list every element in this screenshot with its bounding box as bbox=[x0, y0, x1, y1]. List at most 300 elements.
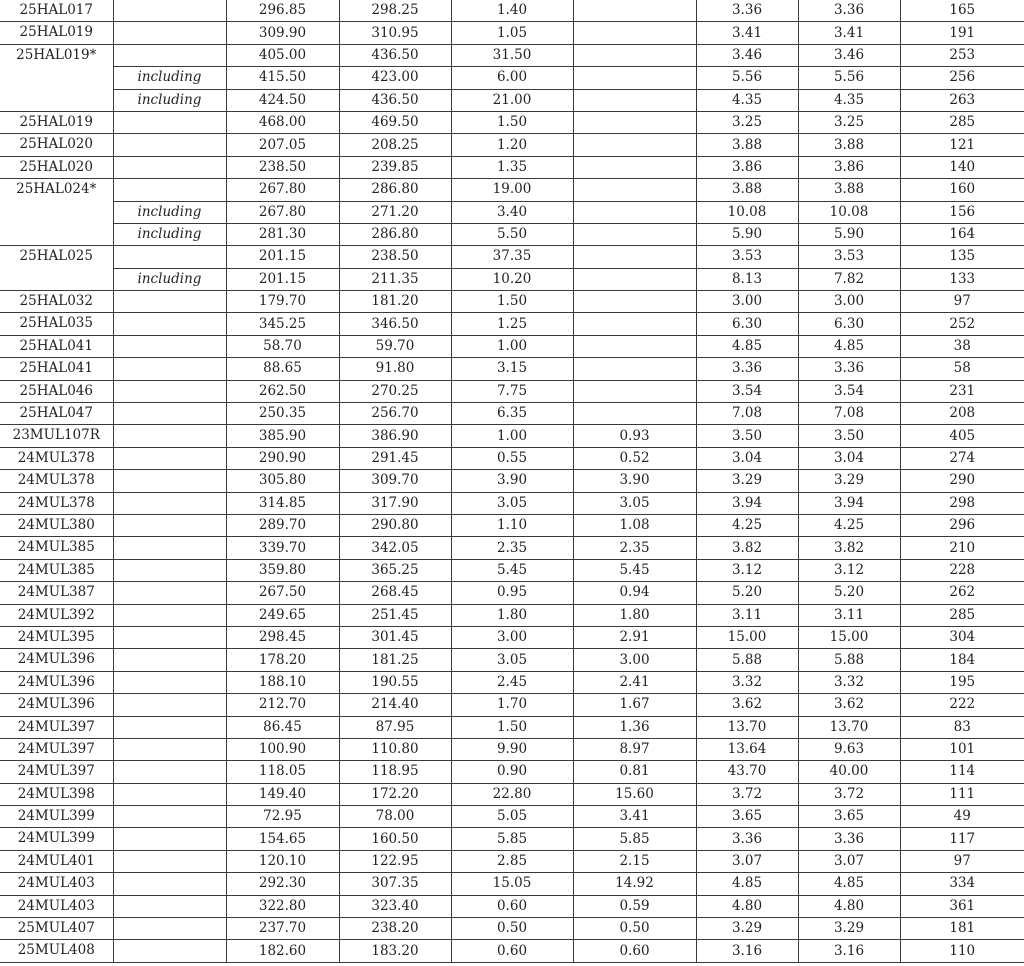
note-cell: including bbox=[113, 223, 226, 245]
grade-cut-cell: 4.35 bbox=[798, 89, 900, 111]
interval-cell: 5.85 bbox=[451, 828, 573, 850]
depth-cell: 164 bbox=[900, 223, 1024, 245]
true-width-cell: 14.92 bbox=[573, 873, 696, 895]
grade-uncut-cell: 4.85 bbox=[696, 873, 798, 895]
true-width-cell bbox=[573, 134, 696, 156]
to-cell: 87.95 bbox=[339, 716, 451, 738]
hole-id-cell: 25MUL407 bbox=[0, 918, 113, 940]
interval-cell: 1.50 bbox=[451, 111, 573, 133]
table-row bbox=[0, 626, 1024, 648]
from-cell: 88.65 bbox=[226, 358, 339, 380]
grade-cut-cell: 3.65 bbox=[798, 806, 900, 828]
depth-cell: 361 bbox=[900, 895, 1024, 917]
interval-cell: 1.50 bbox=[451, 716, 573, 738]
depth-cell: 231 bbox=[900, 380, 1024, 402]
grade-uncut-cell: 3.11 bbox=[696, 604, 798, 626]
depth-cell: 135 bbox=[900, 246, 1024, 268]
true-width-cell: 15.60 bbox=[573, 783, 696, 805]
note-cell bbox=[113, 44, 226, 66]
grade-uncut-cell: 4.85 bbox=[696, 335, 798, 357]
depth-cell: 97 bbox=[900, 291, 1024, 313]
to-cell: 342.05 bbox=[339, 537, 451, 559]
grade-cut-cell: 40.00 bbox=[798, 761, 900, 783]
grade-cut-cell: 3.32 bbox=[798, 671, 900, 693]
note-cell bbox=[113, 940, 226, 962]
table-row bbox=[0, 223, 1024, 245]
true-width-cell bbox=[573, 223, 696, 245]
interval-cell: 0.95 bbox=[451, 582, 573, 604]
from-cell: 290.90 bbox=[226, 447, 339, 469]
from-cell: 424.50 bbox=[226, 89, 339, 111]
grade-uncut-cell: 43.70 bbox=[696, 761, 798, 783]
depth-cell: 140 bbox=[900, 156, 1024, 178]
grade-cut-cell: 13.70 bbox=[798, 716, 900, 738]
true-width-cell: 0.50 bbox=[573, 918, 696, 940]
from-cell: 250.35 bbox=[226, 403, 339, 425]
from-cell: 281.30 bbox=[226, 223, 339, 245]
table-row bbox=[0, 738, 1024, 760]
from-cell: 201.15 bbox=[226, 268, 339, 290]
table-row bbox=[0, 537, 1024, 559]
interval-cell: 31.50 bbox=[451, 44, 573, 66]
grade-cut-cell: 3.00 bbox=[798, 291, 900, 313]
to-cell: 214.40 bbox=[339, 694, 451, 716]
true-width-cell bbox=[573, 335, 696, 357]
interval-cell: 3.90 bbox=[451, 470, 573, 492]
table-row bbox=[0, 514, 1024, 536]
hole-id-cell: 24MUL387 bbox=[0, 582, 113, 604]
depth-cell: 263 bbox=[900, 89, 1024, 111]
interval-cell: 0.50 bbox=[451, 918, 573, 940]
note-cell: including bbox=[113, 201, 226, 223]
true-width-cell bbox=[573, 111, 696, 133]
interval-cell: 1.80 bbox=[451, 604, 573, 626]
interval-cell: 1.70 bbox=[451, 694, 573, 716]
table-row bbox=[0, 380, 1024, 402]
depth-cell: 184 bbox=[900, 649, 1024, 671]
grade-uncut-cell: 3.53 bbox=[696, 246, 798, 268]
note-cell: including bbox=[113, 67, 226, 89]
from-cell: 405.00 bbox=[226, 44, 339, 66]
note-cell bbox=[113, 828, 226, 850]
true-width-cell bbox=[573, 313, 696, 335]
note-cell bbox=[113, 179, 226, 201]
grade-uncut-cell: 3.82 bbox=[696, 537, 798, 559]
hole-id-cell: 24MUL378 bbox=[0, 447, 113, 469]
to-cell: 346.50 bbox=[339, 313, 451, 335]
table-row bbox=[0, 895, 1024, 917]
table-row bbox=[0, 716, 1024, 738]
from-cell: 298.45 bbox=[226, 626, 339, 648]
true-width-cell: 2.35 bbox=[573, 537, 696, 559]
grade-uncut-cell: 3.29 bbox=[696, 918, 798, 940]
true-width-cell bbox=[573, 156, 696, 178]
hole-id-cell: 24MUL397 bbox=[0, 738, 113, 760]
grade-uncut-cell: 3.46 bbox=[696, 44, 798, 66]
grade-cut-cell: 4.85 bbox=[798, 873, 900, 895]
hole-id-cell: 25HAL020 bbox=[0, 156, 113, 178]
interval-cell: 0.60 bbox=[451, 895, 573, 917]
grade-uncut-cell: 13.70 bbox=[696, 716, 798, 738]
depth-cell: 252 bbox=[900, 313, 1024, 335]
to-cell: 469.50 bbox=[339, 111, 451, 133]
grade-uncut-cell: 3.86 bbox=[696, 156, 798, 178]
grade-cut-cell: 3.46 bbox=[798, 44, 900, 66]
table-row bbox=[0, 582, 1024, 604]
true-width-cell: 1.36 bbox=[573, 716, 696, 738]
interval-cell: 7.75 bbox=[451, 380, 573, 402]
from-cell: 58.70 bbox=[226, 335, 339, 357]
true-width-cell: 3.90 bbox=[573, 470, 696, 492]
from-cell: 149.40 bbox=[226, 783, 339, 805]
from-cell: 100.90 bbox=[226, 738, 339, 760]
grade-cut-cell: 5.90 bbox=[798, 223, 900, 245]
true-width-cell bbox=[573, 246, 696, 268]
table-row bbox=[0, 806, 1024, 828]
to-cell: 238.50 bbox=[339, 246, 451, 268]
true-width-cell: 2.15 bbox=[573, 850, 696, 872]
grade-cut-cell: 3.50 bbox=[798, 425, 900, 447]
depth-cell: 253 bbox=[900, 44, 1024, 66]
grade-uncut-cell: 6.30 bbox=[696, 313, 798, 335]
depth-cell: 274 bbox=[900, 447, 1024, 469]
note-cell bbox=[113, 761, 226, 783]
grade-cut-cell: 3.36 bbox=[798, 828, 900, 850]
table-row bbox=[0, 0, 1024, 22]
depth-cell: 117 bbox=[900, 828, 1024, 850]
to-cell: 211.35 bbox=[339, 268, 451, 290]
interval-cell: 5.50 bbox=[451, 223, 573, 245]
grade-cut-cell: 5.20 bbox=[798, 582, 900, 604]
hole-id-cell: 25HAL041 bbox=[0, 358, 113, 380]
depth-cell: 181 bbox=[900, 918, 1024, 940]
grade-uncut-cell: 4.80 bbox=[696, 895, 798, 917]
true-width-cell: 3.05 bbox=[573, 492, 696, 514]
grade-cut-cell: 3.25 bbox=[798, 111, 900, 133]
to-cell: 365.25 bbox=[339, 559, 451, 581]
from-cell: 120.10 bbox=[226, 850, 339, 872]
to-cell: 317.90 bbox=[339, 492, 451, 514]
grade-uncut-cell: 3.07 bbox=[696, 850, 798, 872]
table-row bbox=[0, 22, 1024, 44]
note-cell bbox=[113, 291, 226, 313]
grade-cut-cell: 3.94 bbox=[798, 492, 900, 514]
grade-uncut-cell: 3.16 bbox=[696, 940, 798, 962]
grade-cut-cell: 10.08 bbox=[798, 201, 900, 223]
hole-id-cell: 25HAL035 bbox=[0, 313, 113, 335]
from-cell: 314.85 bbox=[226, 492, 339, 514]
grade-uncut-cell: 3.54 bbox=[696, 380, 798, 402]
to-cell: 91.80 bbox=[339, 358, 451, 380]
grade-cut-cell: 3.07 bbox=[798, 850, 900, 872]
hole-id-cell: 25HAL019 bbox=[0, 22, 113, 44]
from-cell: 262.50 bbox=[226, 380, 339, 402]
note-cell bbox=[113, 134, 226, 156]
hole-id-cell: 24MUL398 bbox=[0, 783, 113, 805]
depth-cell: 195 bbox=[900, 671, 1024, 693]
hole-id-cell: 24MUL399 bbox=[0, 828, 113, 850]
interval-cell: 0.90 bbox=[451, 761, 573, 783]
grade-uncut-cell: 8.13 bbox=[696, 268, 798, 290]
interval-cell: 19.00 bbox=[451, 179, 573, 201]
grade-uncut-cell: 3.65 bbox=[696, 806, 798, 828]
true-width-cell bbox=[573, 89, 696, 111]
table-row bbox=[0, 291, 1024, 313]
grade-uncut-cell: 4.35 bbox=[696, 89, 798, 111]
grade-cut-cell: 3.88 bbox=[798, 179, 900, 201]
table-row bbox=[0, 918, 1024, 940]
grade-uncut-cell: 3.88 bbox=[696, 179, 798, 201]
to-cell: 436.50 bbox=[339, 44, 451, 66]
from-cell: 207.05 bbox=[226, 134, 339, 156]
note-cell bbox=[113, 626, 226, 648]
table-row bbox=[0, 268, 1024, 290]
to-cell: 307.35 bbox=[339, 873, 451, 895]
grade-cut-cell: 7.82 bbox=[798, 268, 900, 290]
true-width-cell: 3.41 bbox=[573, 806, 696, 828]
depth-cell: 156 bbox=[900, 201, 1024, 223]
from-cell: 267.50 bbox=[226, 582, 339, 604]
depth-cell: 405 bbox=[900, 425, 1024, 447]
note-cell bbox=[113, 649, 226, 671]
true-width-cell: 5.85 bbox=[573, 828, 696, 850]
table-row bbox=[0, 179, 1024, 201]
interval-cell: 1.00 bbox=[451, 425, 573, 447]
depth-cell: 290 bbox=[900, 470, 1024, 492]
table-row bbox=[0, 694, 1024, 716]
note-cell bbox=[113, 783, 226, 805]
interval-cell: 15.05 bbox=[451, 873, 573, 895]
grade-uncut-cell: 13.64 bbox=[696, 738, 798, 760]
depth-cell: 285 bbox=[900, 604, 1024, 626]
interval-cell: 3.00 bbox=[451, 626, 573, 648]
interval-cell: 22.80 bbox=[451, 783, 573, 805]
interval-cell: 10.20 bbox=[451, 268, 573, 290]
to-cell: 323.40 bbox=[339, 895, 451, 917]
grade-cut-cell: 15.00 bbox=[798, 626, 900, 648]
interval-cell: 9.90 bbox=[451, 738, 573, 760]
true-width-cell: 0.60 bbox=[573, 940, 696, 962]
interval-cell: 1.05 bbox=[451, 22, 573, 44]
note-cell bbox=[113, 447, 226, 469]
interval-cell: 6.35 bbox=[451, 403, 573, 425]
grade-uncut-cell: 3.88 bbox=[696, 134, 798, 156]
to-cell: 268.45 bbox=[339, 582, 451, 604]
grade-cut-cell: 4.80 bbox=[798, 895, 900, 917]
grade-uncut-cell: 3.04 bbox=[696, 447, 798, 469]
hole-id-cell: 24MUL396 bbox=[0, 671, 113, 693]
note-cell bbox=[113, 514, 226, 536]
depth-cell: 110 bbox=[900, 940, 1024, 962]
table-row bbox=[0, 111, 1024, 133]
table-row bbox=[0, 335, 1024, 357]
depth-cell: 298 bbox=[900, 492, 1024, 514]
to-cell: 110.80 bbox=[339, 738, 451, 760]
depth-cell: 111 bbox=[900, 783, 1024, 805]
grade-uncut-cell: 4.25 bbox=[696, 514, 798, 536]
depth-cell: 101 bbox=[900, 738, 1024, 760]
depth-cell: 296 bbox=[900, 514, 1024, 536]
to-cell: 251.45 bbox=[339, 604, 451, 626]
note-cell bbox=[113, 873, 226, 895]
interval-cell: 2.45 bbox=[451, 671, 573, 693]
note-cell bbox=[113, 850, 226, 872]
grade-cut-cell: 6.30 bbox=[798, 313, 900, 335]
depth-cell: 256 bbox=[900, 67, 1024, 89]
hole-id-cell: 25HAL017 bbox=[0, 0, 113, 22]
grade-cut-cell: 3.36 bbox=[798, 358, 900, 380]
grade-cut-cell: 3.53 bbox=[798, 246, 900, 268]
grade-cut-cell: 5.88 bbox=[798, 649, 900, 671]
grade-uncut-cell: 3.62 bbox=[696, 694, 798, 716]
from-cell: 249.65 bbox=[226, 604, 339, 626]
to-cell: 181.20 bbox=[339, 291, 451, 313]
to-cell: 181.25 bbox=[339, 649, 451, 671]
true-width-cell: 2.41 bbox=[573, 671, 696, 693]
to-cell: 286.80 bbox=[339, 223, 451, 245]
depth-cell: 121 bbox=[900, 134, 1024, 156]
depth-cell: 228 bbox=[900, 559, 1024, 581]
hole-id-cell: 25HAL020 bbox=[0, 134, 113, 156]
grade-uncut-cell: 5.88 bbox=[696, 649, 798, 671]
grade-uncut-cell: 7.08 bbox=[696, 403, 798, 425]
to-cell: 309.70 bbox=[339, 470, 451, 492]
grade-uncut-cell: 3.94 bbox=[696, 492, 798, 514]
from-cell: 267.80 bbox=[226, 201, 339, 223]
to-cell: 122.95 bbox=[339, 850, 451, 872]
true-width-cell: 0.81 bbox=[573, 761, 696, 783]
table-row bbox=[0, 403, 1024, 425]
grade-cut-cell: 3.12 bbox=[798, 559, 900, 581]
grade-uncut-cell: 3.00 bbox=[696, 291, 798, 313]
from-cell: 212.70 bbox=[226, 694, 339, 716]
true-width-cell: 0.93 bbox=[573, 425, 696, 447]
interval-cell: 1.40 bbox=[451, 0, 573, 22]
table-row bbox=[0, 156, 1024, 178]
note-cell bbox=[113, 380, 226, 402]
depth-cell: 160 bbox=[900, 179, 1024, 201]
from-cell: 118.05 bbox=[226, 761, 339, 783]
from-cell: 178.20 bbox=[226, 649, 339, 671]
interval-cell: 1.35 bbox=[451, 156, 573, 178]
hole-id-cell: 24MUL378 bbox=[0, 470, 113, 492]
from-cell: 292.30 bbox=[226, 873, 339, 895]
true-width-cell bbox=[573, 201, 696, 223]
depth-cell: 114 bbox=[900, 761, 1024, 783]
table-row bbox=[0, 850, 1024, 872]
note-cell bbox=[113, 918, 226, 940]
depth-cell: 133 bbox=[900, 268, 1024, 290]
note-cell bbox=[113, 604, 226, 626]
hole-id-cell: 24MUL397 bbox=[0, 761, 113, 783]
table-row bbox=[0, 559, 1024, 581]
grade-uncut-cell: 5.56 bbox=[696, 67, 798, 89]
grade-cut-cell: 3.86 bbox=[798, 156, 900, 178]
true-width-cell: 2.91 bbox=[573, 626, 696, 648]
true-width-cell: 3.00 bbox=[573, 649, 696, 671]
grade-uncut-cell: 5.90 bbox=[696, 223, 798, 245]
true-width-cell: 1.08 bbox=[573, 514, 696, 536]
from-cell: 468.00 bbox=[226, 111, 339, 133]
grade-cut-cell: 3.41 bbox=[798, 22, 900, 44]
depth-cell: 97 bbox=[900, 850, 1024, 872]
note-cell bbox=[113, 425, 226, 447]
from-cell: 267.80 bbox=[226, 179, 339, 201]
to-cell: 190.55 bbox=[339, 671, 451, 693]
from-cell: 339.70 bbox=[226, 537, 339, 559]
grade-uncut-cell: 3.25 bbox=[696, 111, 798, 133]
to-cell: 59.70 bbox=[339, 335, 451, 357]
interval-cell: 3.05 bbox=[451, 492, 573, 514]
from-cell: 182.60 bbox=[226, 940, 339, 962]
depth-cell: 83 bbox=[900, 716, 1024, 738]
from-cell: 415.50 bbox=[226, 67, 339, 89]
note-cell bbox=[113, 246, 226, 268]
true-width-cell bbox=[573, 44, 696, 66]
note-cell bbox=[113, 403, 226, 425]
interval-cell: 1.25 bbox=[451, 313, 573, 335]
grade-cut-cell: 3.62 bbox=[798, 694, 900, 716]
true-width-cell: 0.94 bbox=[573, 582, 696, 604]
depth-cell: 334 bbox=[900, 873, 1024, 895]
from-cell: 289.70 bbox=[226, 514, 339, 536]
table-row bbox=[0, 67, 1024, 89]
interval-cell: 37.35 bbox=[451, 246, 573, 268]
note-cell bbox=[113, 358, 226, 380]
table-row bbox=[0, 447, 1024, 469]
note-cell bbox=[113, 470, 226, 492]
to-cell: 78.00 bbox=[339, 806, 451, 828]
depth-cell: 222 bbox=[900, 694, 1024, 716]
depth-cell: 304 bbox=[900, 626, 1024, 648]
from-cell: 154.65 bbox=[226, 828, 339, 850]
hole-id-cell: 24MUL403 bbox=[0, 895, 113, 917]
true-width-cell bbox=[573, 380, 696, 402]
interval-cell: 3.40 bbox=[451, 201, 573, 223]
to-cell: 256.70 bbox=[339, 403, 451, 425]
interval-cell: 5.45 bbox=[451, 559, 573, 581]
from-cell: 296.85 bbox=[226, 0, 339, 22]
table-row bbox=[0, 873, 1024, 895]
hole-id-cell: 24MUL378 bbox=[0, 492, 113, 514]
to-cell: 286.80 bbox=[339, 179, 451, 201]
note-cell bbox=[113, 537, 226, 559]
hole-id-cell: 25HAL046 bbox=[0, 380, 113, 402]
hole-id-cell: 25HAL019 bbox=[0, 111, 113, 133]
to-cell: 271.20 bbox=[339, 201, 451, 223]
table-row bbox=[0, 470, 1024, 492]
hole-id-cell: 24MUL397 bbox=[0, 716, 113, 738]
grade-uncut-cell: 10.08 bbox=[696, 201, 798, 223]
grade-cut-cell: 4.85 bbox=[798, 335, 900, 357]
interval-cell: 2.35 bbox=[451, 537, 573, 559]
table-row bbox=[0, 783, 1024, 805]
note-cell bbox=[113, 895, 226, 917]
grade-cut-cell: 4.25 bbox=[798, 514, 900, 536]
to-cell: 310.95 bbox=[339, 22, 451, 44]
interval-cell: 1.20 bbox=[451, 134, 573, 156]
table-row bbox=[0, 425, 1024, 447]
grade-uncut-cell: 5.20 bbox=[696, 582, 798, 604]
hole-id-cell: 25HAL041 bbox=[0, 335, 113, 357]
note-cell bbox=[113, 22, 226, 44]
hole-id-cell: 25HAL047 bbox=[0, 403, 113, 425]
from-cell: 179.70 bbox=[226, 291, 339, 313]
true-width-cell: 1.67 bbox=[573, 694, 696, 716]
grade-uncut-cell: 3.12 bbox=[696, 559, 798, 581]
true-width-cell bbox=[573, 22, 696, 44]
from-cell: 237.70 bbox=[226, 918, 339, 940]
